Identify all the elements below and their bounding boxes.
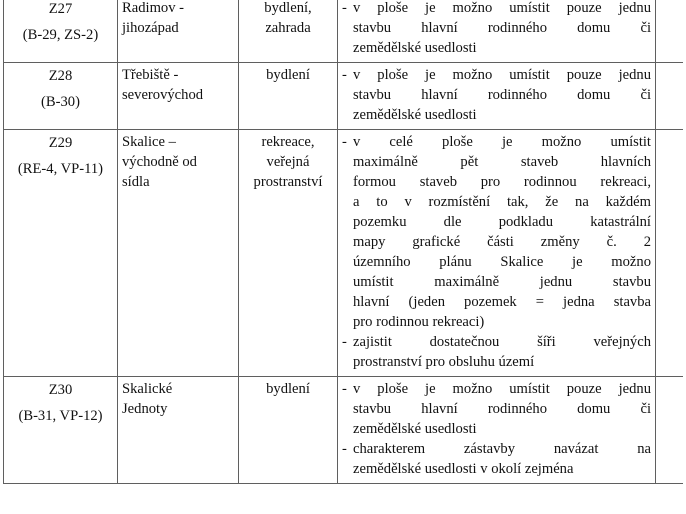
cell-conditions [338,377,656,484]
cell-conditions [338,130,656,377]
condition-line: v ploše je možno umístit pouze jednu [353,381,651,397]
cell-area-code [4,377,118,484]
condition-line: zemědělské usedlosti [353,107,477,123]
condition-item [342,132,651,332]
conditions-list [342,0,651,58]
condition-item [342,0,651,58]
locality-name-line: Radimov - [122,0,185,16]
conditions-list [342,132,651,372]
condition-line: v celé ploše je možno umístit [353,134,651,150]
condition-line: a to v rozmístění tak, že na každém [353,194,651,210]
condition-line: zemědělské usedlosti [353,421,477,437]
condition-line: umístit maximálně jednu stavbu [353,274,651,290]
table-row [4,63,684,130]
cell-area-code [4,0,118,63]
land-use-line: rekreace, [261,134,315,150]
cell-trailing-empty [656,0,684,63]
land-use-line: bydlení [266,67,310,83]
area-code: Z30 [48,382,73,398]
conditions-list [342,379,651,479]
locality-name-line: severovýchod [122,87,204,103]
conditions-list [342,65,651,125]
condition-line: zemědělské usedlosti [353,40,477,56]
condition-item [342,65,651,125]
cell-locality-name [118,63,239,130]
area-code-sublabel: (RE-4, VP-11) [17,161,104,177]
locality-name-line: Skalické [122,381,173,397]
condition-line: mapy grafické části změny č. 2 [353,234,651,250]
cell-trailing-empty [656,377,684,484]
bullet-dash: - [342,0,347,16]
condition-line: formou staveb pro rodinnou rekreaci, [353,174,651,190]
locality-name-line: Skalice – [122,134,176,150]
locality-name-line: sídla [122,174,150,190]
condition-item [342,439,651,479]
cell-locality-name [118,377,239,484]
area-code: Z28 [48,68,73,84]
condition-line: hlavní (jeden pozemek = jedna stavba [353,294,651,310]
bullet-dash: - [342,441,347,457]
cell-land-use [239,377,338,484]
condition-line: pro rodinnou rekreaci) [353,314,485,330]
condition-line: maximálně pět staveb hlavních [353,154,651,170]
bullet-dash: - [342,381,347,397]
land-use-line: zahrada [265,20,311,36]
condition-line: územního plánu Skalice je možno [353,254,651,270]
cell-area-code [4,130,118,377]
area-code-sublabel: (B-30) [41,94,80,110]
zoning-conditions-table [3,0,683,484]
condition-line: stavbu hlavní rodinného domu či [353,87,651,103]
condition-line: v ploše je možno umístit pouze jednu [353,0,651,16]
bullet-dash: - [342,334,347,350]
land-use-line: veřejná [266,154,310,170]
cell-land-use [239,63,338,130]
condition-item [342,379,651,439]
cell-locality-name [118,0,239,63]
condition-line: stavbu hlavní rodinného domu či [353,20,651,36]
condition-line: v ploše je možno umístit pouze jednu [353,67,651,83]
cell-area-code [4,63,118,130]
bullet-dash: - [342,134,347,150]
area-code: Z29 [48,135,73,151]
cell-conditions [338,63,656,130]
condition-line: zajistit dostatečnou šíři veřejných [353,334,651,350]
area-code: Z27 [48,1,73,17]
cell-trailing-empty [656,63,684,130]
condition-line: charakterem zástavby navázat na [353,441,651,457]
cell-land-use [239,130,338,377]
locality-name-line: východně od [122,154,197,170]
land-use-line: prostranství [253,174,323,190]
cell-land-use [239,0,338,63]
locality-name-line: jihozápad [122,20,179,36]
condition-line: zemědělské usedlosti v okolí zejména [353,461,574,477]
cell-trailing-empty [656,130,684,377]
land-use-line: bydlení, [264,0,312,16]
condition-line: pozemku dle podkladu katastrální [353,214,651,230]
table-clip-region [3,0,683,504]
condition-line: prostranství pro obsluhu území [353,354,535,370]
bullet-dash: - [342,67,347,83]
locality-name-line: Třebiště - [122,67,179,83]
area-code-sublabel: (B-31, VP-12) [18,408,103,424]
land-use-line: bydlení [266,381,310,397]
table-row [4,0,684,63]
condition-item [342,332,651,372]
condition-line: stavbu hlavní rodinného domu či [353,401,651,417]
table-row [4,377,684,484]
cell-conditions [338,0,656,63]
locality-name-line: Jednoty [122,401,168,417]
area-code-sublabel: (B-29, ZS-2) [22,27,99,43]
cell-locality-name [118,130,239,377]
table-row [4,130,684,377]
